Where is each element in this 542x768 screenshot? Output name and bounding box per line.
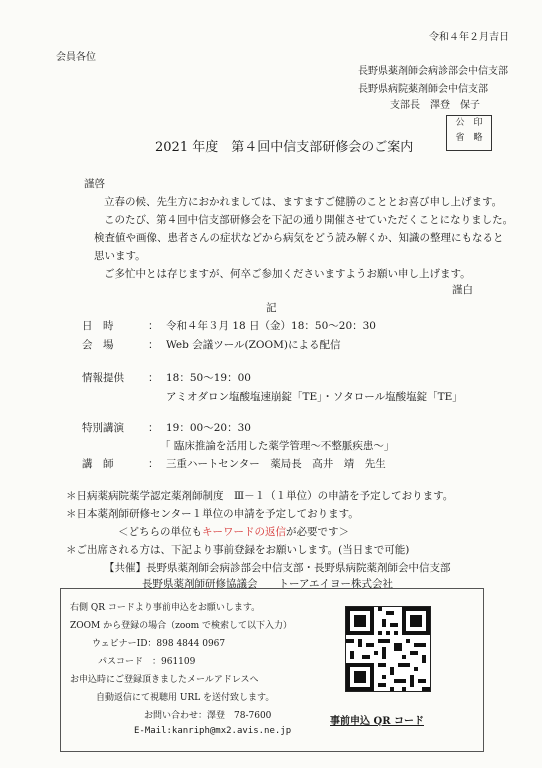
seal-omitted-box [446,115,492,151]
colon: ： [148,422,159,434]
document-title: 2021 年度 第４回中信支部研修会のご案内 [155,140,414,155]
colon: ： [148,458,159,470]
contact-email[interactable]: E-Mail:kanriph@mx2.avis.ne.jp [134,726,292,736]
registration-qr-code[interactable] [345,606,431,692]
reg-line-5: お申込時にご登録頂きましたメールアドレスへ [70,675,259,685]
contact-phone: お問い合わせ：澤登 78-7600 [144,711,272,721]
qr-code-image [346,607,430,691]
closing: 謹白 [452,284,473,296]
issue-date: 令和４年２月吉日 [429,32,509,43]
addressee: 会員各位 [56,52,96,63]
note-keyword [118,524,349,539]
sponsor-line-2: 長野県薬剤師研修協議会 トーアエイヨー株式会社 [142,578,393,590]
sender-line-1: 長野県薬剤師会病診部会中信支部 [358,66,508,77]
ki-marker: 記 [266,302,277,314]
lecture-time: 19：00～20：30 [166,422,251,434]
note-credit-1: ＊日病薬病院薬学認定薬剤師制度 Ⅲ－１（１単位）の申請を予定しております。 [66,490,454,502]
speaker-label: 講 師 [82,458,114,470]
qr-caption: 事前申込 QR コード [330,716,424,727]
body-line-2: このたび、第４回中信支部研修会を下記の通り開催させていただくことになりました。 [104,214,514,226]
passcode: パスコード ：961109 [98,657,196,667]
seal-label-bottom: 省 略 [455,133,483,143]
speaker-value: 三重ハートセンター 薬局長 高井 靖 先生 [166,458,386,470]
body-line-4: 思います。 [94,250,146,262]
colon: ： [148,320,159,332]
venue-label: 会 場 [82,339,114,351]
reg-line-2: ZOOM から登録の場合（zoom で検索して以下入力） [70,621,293,631]
seal-label-top: 公 印 [455,118,483,128]
colon: ： [148,372,159,384]
greeting: 謹啓 [84,178,105,190]
info-topic: アミオダロン塩酸塩速崩錠「TE」・ソタロール塩酸塩錠「TE」 [166,391,463,403]
note-registration: ＊ご出席される方は、下記より事前登録をお願いします。(当日まで可能) [66,544,410,556]
note-keyword-highlight: キーワードの返信 [202,526,286,538]
reg-line-6: 自動返信にて視聴用 URL を送付致します。 [96,693,275,703]
sender-line-3: 支部長 澤登 保子 [390,100,480,111]
lecture-topic: 「 臨床推論を活用した薬学管理～不整脈疾患～」 [160,440,395,452]
info-label: 情報提供 [82,372,124,384]
body-line-5: ご多忙中とは存じますが、何卒ご参加くださいますようお願い申し上げます。 [104,268,471,280]
lecture-label: 特別講演 [82,422,124,434]
reg-line-1: 右側 QR コードより事前申込をお願いします。 [70,603,261,613]
note-keyword-pre: ＜どちらの単位も [118,526,202,538]
body-line-3: 検査値や画像、患者さんの症状などから病気をどう読み解くか、知識の整理にもなると [94,232,504,244]
sender-line-2: 長野県病院薬剤師会中信支部 [358,84,488,95]
note-keyword-post: が必要です＞ [286,526,349,538]
info-time: 18：50～19：00 [166,372,251,384]
colon: ： [148,339,159,351]
sponsor-line-1: 【共催】長野県薬剤師会病診部会中信支部・長野県病院薬剤師会中信支部 [104,562,451,574]
venue-value: Web 会議ツール(ZOOM)による配信 [166,339,341,351]
webinar-id: ウェビナーID：898 4844 0967 [92,639,226,649]
note-credit-2: ＊日本薬剤師研修センター１単位の申請を予定しております。 [66,508,359,520]
datetime-label: 日 時 [82,320,114,332]
datetime-value: 令和４年３月 18 日（金）18：50～20：30 [166,320,376,332]
body-line-1: 立春の候、先生方におかれましては、ますますご健勝のこととお喜び申し上げます。 [104,196,503,208]
